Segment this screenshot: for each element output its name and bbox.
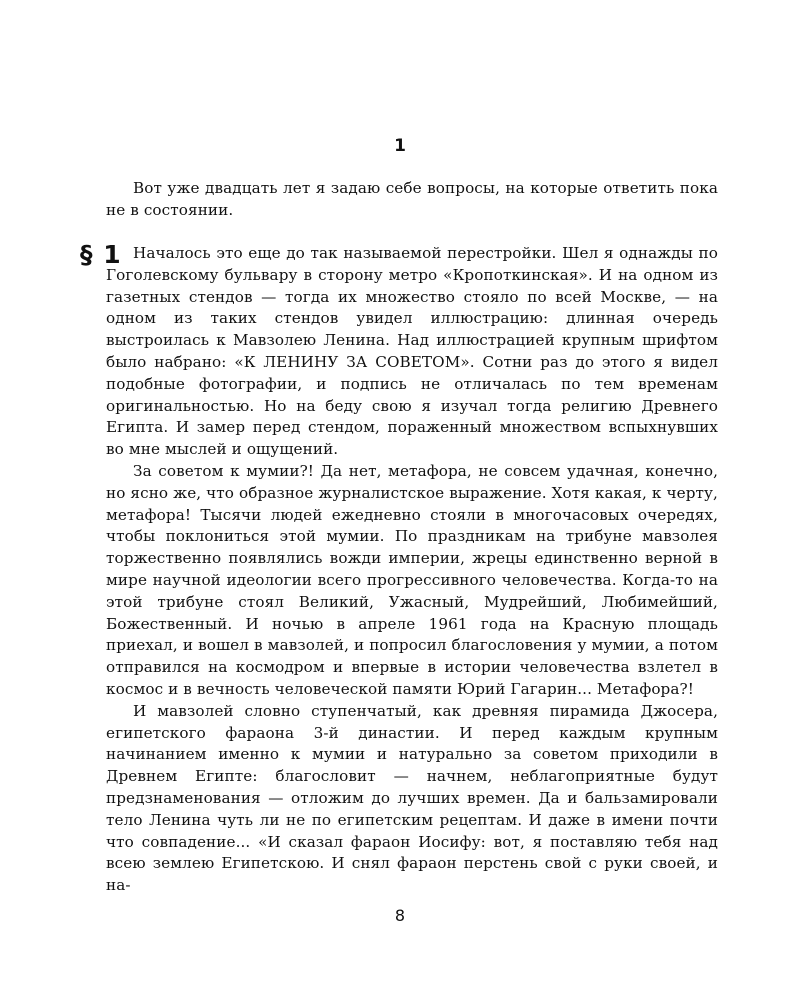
intro-paragraph-block [106,178,718,222]
body-paragraph-3: И мавзолей словно ступенчатый, как древняя пирамида Джосера, египетского фараона 3-й династии. И перед каждым крупным начинанием именно к мумии и натурально за советом приходили в Древнем Египте: благословит — начнем, неблагоприятные будут предзнаменования — отложим до лучших времен. Да и бальзамировали тело Ленина чуть ли не по египетским рецептам. И даже в имени почти что совпадение... «И сказал фараон Иосифу: вот, я поставляю тебя над всею землею Египетскою. И снял фараон перстень свой с руки своей, и на- [106,701,718,895]
page-number: 8 [394,906,406,925]
body-paragraph-2: За советом к мумии?! Да нет, метафора, не совсем удачная, конечно, но ясно же, что образное журналистское выражение. Хотя какая, к черту, метафора! Тысячи людей ежедневно стояли в многочасовых очередях, чтобы поклониться этой мумии. По праздникам на трибуне мавзолея торжественно появлялись вожди империи, жрецы единственно верной в мире научной идеологии всего прогрессивного человечества. Когда-то на этой трибуне стоял Великий, Ужасный, Мудрейший, Любимейший, Божественный. И ночью в апреле 1961 года на Красную площадь приехал, и вошел в мавзолей, и попросил благословения у мумии, а потом отправился на космодром и впервые в истории человечества взлетел в космос и в вечность человеческой памяти Юрий Гагарин... Метафора?! [106,461,718,698]
section-body [106,243,718,897]
section-mark: § 1 [80,240,122,269]
body-paragraph-1: Началось это еще до так называемой перестройки. Шел я однажды по Гоголевскому бульвару в сторону метро «Кропоткинская». И на одном из газетных стендов — тогда их множество стояло по всей Москве, — на одном из таких стендов увидел иллюстрацию: длинная очередь выстроилась к Мавзолею Ленина. Над иллюстрацией крупным шрифтом было набрано: «К ЛЕНИНУ ЗА СОВЕТОМ». Сотни раз до этого я видел подобные фотографии, и подпись не отличалась по тем временам оригинальностью. Но на беду свою я изучал тогда религию Древнего Египта. И замер перед стендом, пораженный множеством вспыхнувших во мне мыслей и ощущений. [106,244,718,459]
intro-paragraph: Вот уже двадцать лет я задаю себе вопросы, на которые ответить пока не в состоянии. [106,179,718,219]
chapter-number: 1 [394,136,406,156]
